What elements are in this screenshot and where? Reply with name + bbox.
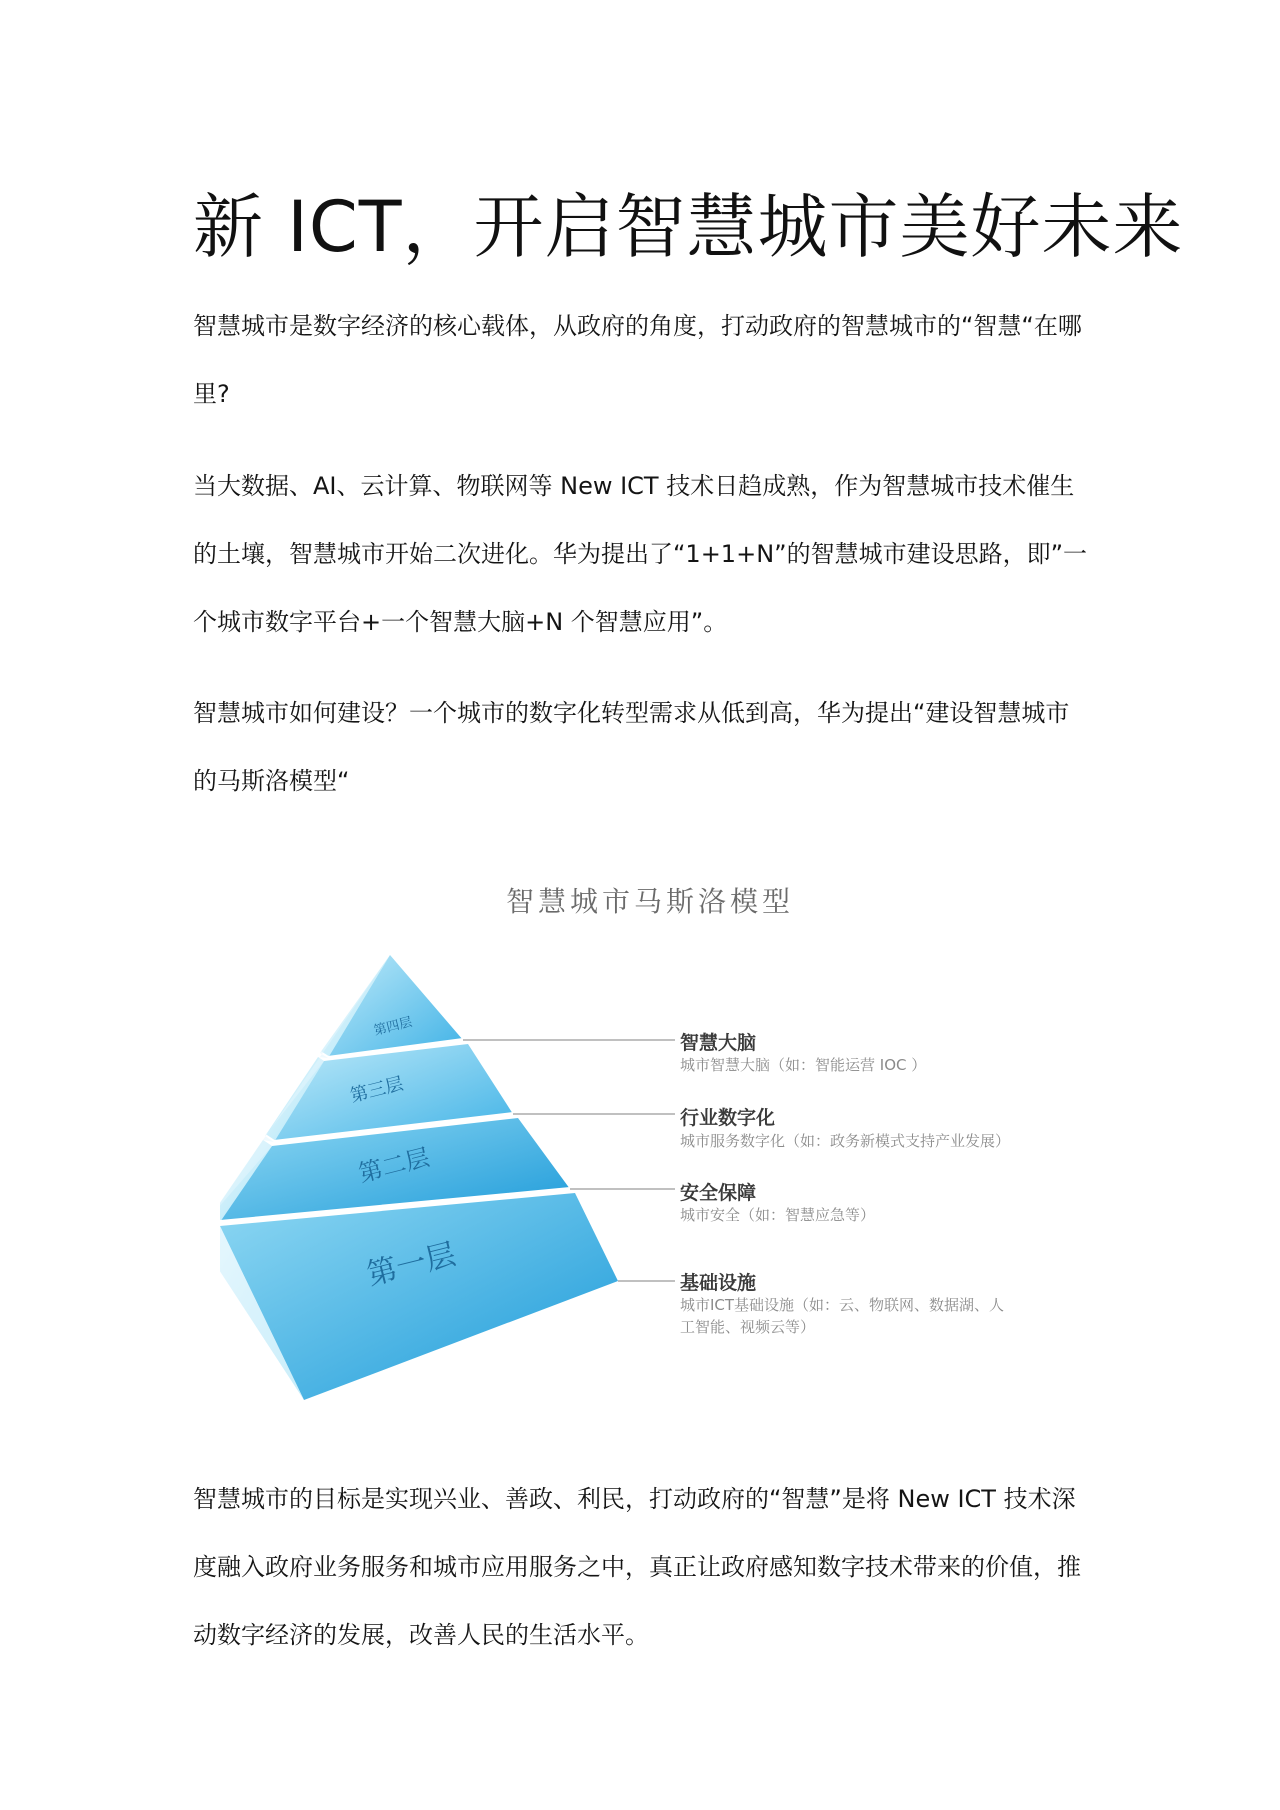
layer-desc-infrastructure-line1: 城市ICT基础设施（如：云、物联网、数据湖、人 [680, 1296, 1005, 1314]
tier3-label: 第三层 [348, 1073, 406, 1107]
layer-desc-infrastructure-line2: 工智能、视频云等） [680, 1318, 816, 1336]
document-title: 新 ICT，开启智慧城市美好未来 [193, 186, 1184, 268]
figure-title: 智慧城市马斯洛模型 [505, 885, 794, 918]
layer-desc-brain: 城市智慧大脑（如：智能运营 IOC ） [680, 1056, 927, 1074]
layer-label-security: 安全保障 [680, 1182, 757, 1204]
tier4-label: 第四层 [372, 1014, 414, 1039]
tier1-label: 第一层 [363, 1237, 460, 1293]
paragraph-intro: 智慧城市是数字经济的核心载体，从政府的角度，打动政府的智慧城市的“智慧“在哪里? [193, 312, 1082, 408]
layer-desc-industry: 城市服务数字化（如：政务新模式支持产业发展） [680, 1132, 1011, 1150]
tier2-label: 第二层 [355, 1143, 433, 1188]
paragraph-how-to-build: 智慧城市如何建设？一个城市的数字化转型需求从低到高，华为提出“建设智慧城市的马斯洛模型“ [193, 699, 1070, 795]
paragraph-new-ict: 当大数据、AI、云计算、物联网等 New ICT 技术日趋成熟，作为智慧城市技术催生的土壤，智慧城市开始二次进化。华为提出了“1+1+N”的智慧城市建设思路，即”一个城市数字平台+一个智慧大脑+N 个智慧应用”。 [193, 472, 1088, 636]
paragraph-goal: 智慧城市的目标是实现兴业、善政、利民，打动政府的“智慧”是将 New ICT 技术深度融入政府业务服务和城市应用服务之中，真正让政府感知数字技术带来的价值，推动数字经济的发展，改善人民的生活水平。 [193, 1485, 1081, 1649]
layer-desc-security: 城市安全（如：智慧应急等） [680, 1206, 876, 1224]
maslow-model-figure [220, 860, 1080, 1420]
layer-label-industry: 行业数字化 [680, 1107, 776, 1129]
layer-label-infrastructure: 基础设施 [680, 1272, 757, 1294]
tier1-right-face [220, 1193, 618, 1400]
layer-label-brain: 智慧大脑 [680, 1032, 757, 1054]
